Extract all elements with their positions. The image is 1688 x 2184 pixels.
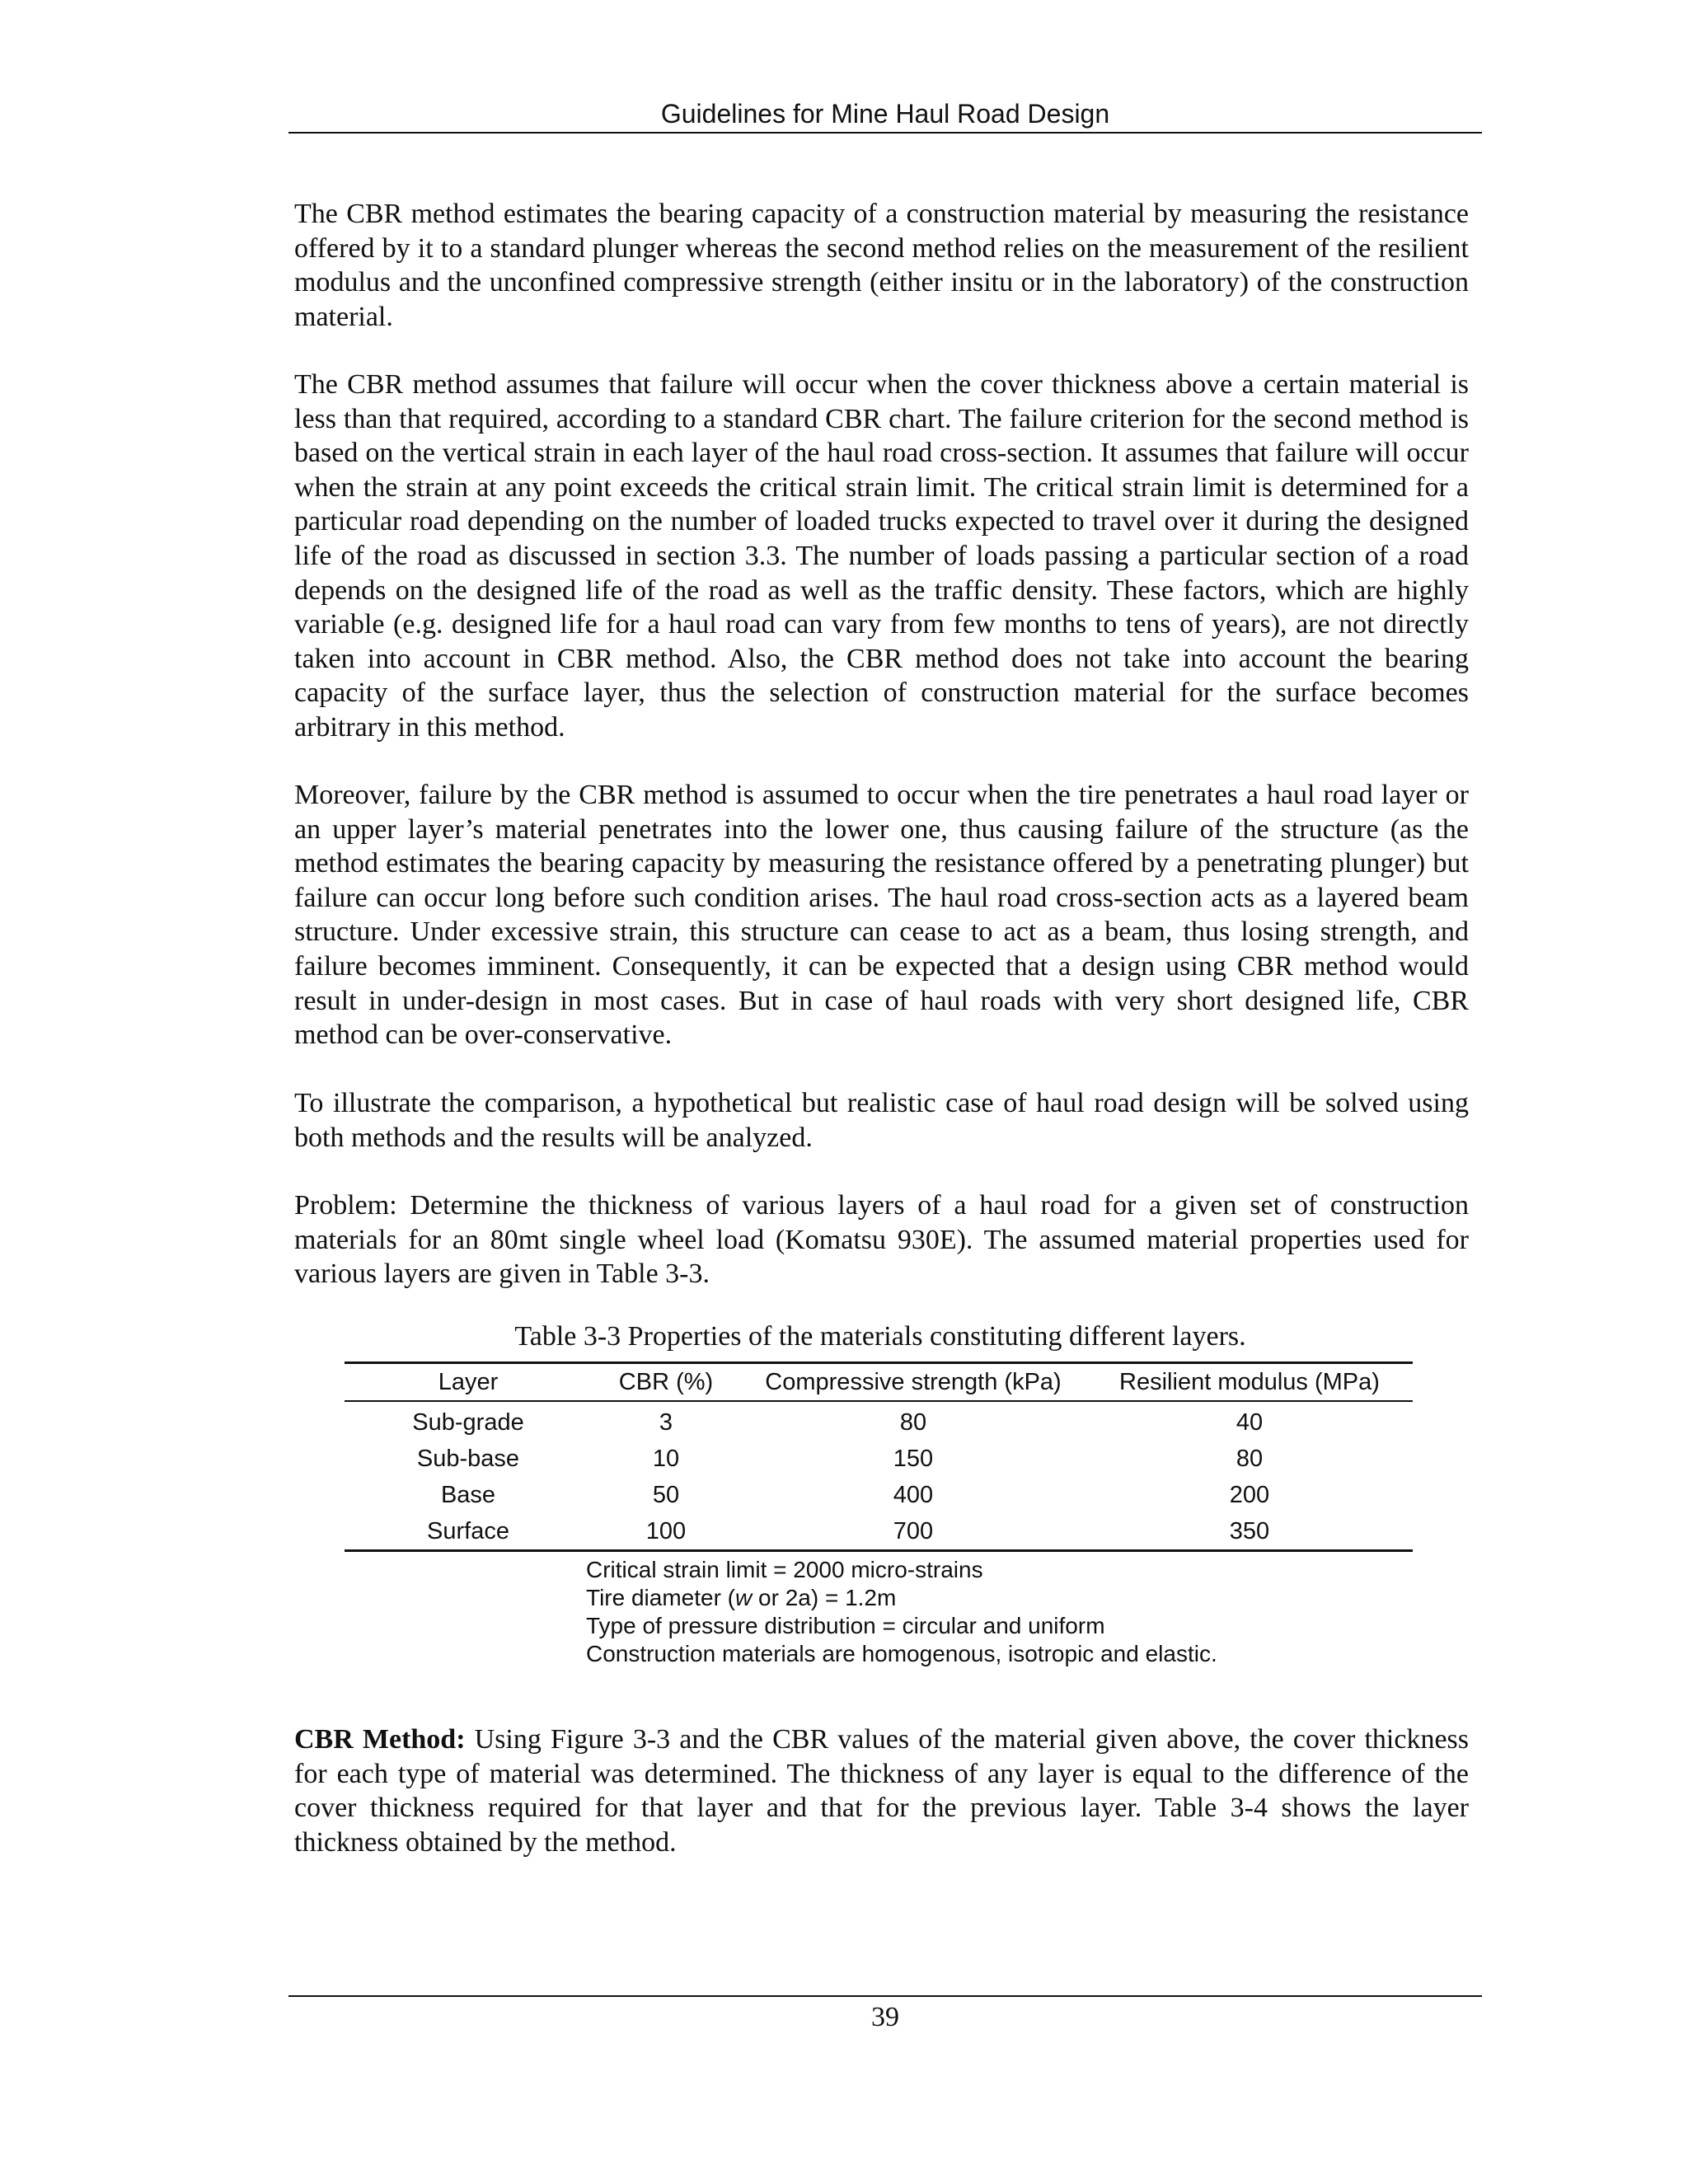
header-layer: Layer — [438, 1368, 499, 1395]
cell-cbr: 100 — [645, 1517, 687, 1544]
cbr-method-text: Using Figure 3-3 and the CBR values of the material given above, the cover thickness for each type of material was determined. The thickness of any layer is equal to the difference of the cover thickness required for that layer and that for the previous layer. Table 3-4 shows the layer thickness obtained by the method. — [294, 1724, 1469, 1858]
paragraph-failure-criteria: The CBR method assumes that failure will occur when the cover thickness above a certain material is less than that required, according to a standard CBR chart. The failure criterion for the second method is based on the vertical strain in each layer of the haul road cross-section. It assumes that failure will occur when the strain at any point exceeds the critical strain limit. The critical strain limit is determined for a particular road depending on the number of loaded trucks expected to travel over it during the designed life of the road as discussed in section 3.3. The number of loads passing a particular section of a road depends on the designed life of the road as well as the traffic density. These factors, which are highly variable (e.g. designed life for a haul road can vary from few months to tens of years), are not directly taken into account in CBR method. Also, the CBR method does not take into account the bearing capacity of the surface layer, thus the selection of construction material for the surface becomes arbitrary in this method. — [294, 369, 1469, 743]
page-number: 39 — [871, 2002, 899, 2032]
cell-resilient-modulus: 200 — [1229, 1481, 1270, 1508]
table-row — [345, 1401, 1413, 1441]
note-tire-diameter — [586, 1584, 1217, 1612]
header-compressive-strength: Compressive strength (kPa) — [765, 1368, 1062, 1395]
cell-resilient-modulus: 80 — [1236, 1445, 1264, 1472]
cell-resilient-modulus: 40 — [1236, 1408, 1264, 1436]
cell-layer: Sub-base — [416, 1445, 520, 1472]
header-cbr: CBR (%) — [618, 1368, 714, 1395]
cell-layer: Surface — [427, 1517, 509, 1544]
cell-layer: Sub-grade — [412, 1408, 524, 1436]
note-critical-strain: Critical strain limit = 2000 micro-strains — [586, 1557, 983, 1582]
cell-resilient-modulus: 350 — [1229, 1517, 1270, 1544]
paragraph-comparison-intro: To illustrate the comparison, a hypothetical but realistic case of haul road design will be solved using both methods and the results will be analyzed. — [294, 1088, 1469, 1153]
table-header-row — [345, 1363, 1413, 1402]
cell-layer: Base — [440, 1481, 496, 1508]
header-rule — [288, 132, 1482, 134]
note-tire-diameter-suffix: or 2a) = 1.2m — [752, 1585, 897, 1610]
running-header: Guidelines for Mine Haul Road Design — [660, 99, 1110, 129]
cell-compressive-strength: 80 — [899, 1408, 927, 1436]
paragraph-cbr-intro: The CBR method estimates the bearing capacity of a construction material by measuring the resistance offered by it to a standard plunger whereas the second method relies on the measurement of the resilient modulus and the unconfined compressive strength (either insitu or in the laboratory) of the construction material. — [294, 199, 1469, 332]
paragraph-cbr-method — [294, 1722, 1469, 1859]
cell-cbr: 10 — [652, 1445, 680, 1472]
paragraph-cbr-limitations: Moreover, failure by the CBR method is assumed to occur when the tire penetrates a haul road layer or an upper layer’s material penetrates into the lower one, thus causing failure of the structure (as the method estimates the bearing capacity by measuring the resistance offered by a penetrating plunger) but failure can occur long before such condition arises. The haul road cross-section acts as a layered beam structure. Under excessive strain, this structure can cease to act as a beam, thus losing strength, and failure becomes imminent. Consequently, it can be expected that a design using CBR method would result in under-design in most cases. But in case of haul roads with very short designed life, CBR method can be over-conservative. — [294, 780, 1469, 1051]
table-notes — [586, 1556, 1217, 1668]
table-row — [345, 1477, 1413, 1513]
cell-cbr: 50 — [652, 1481, 680, 1508]
header-resilient-modulus: Resilient modulus (MPa) — [1119, 1368, 1380, 1395]
cbr-method-heading: CBR Method: — [294, 1724, 466, 1755]
table-caption: Table 3-3 Properties of the materials constituting different layers. — [514, 1321, 1246, 1352]
note-tire-diameter-symbol: w — [735, 1585, 753, 1610]
material-properties-table — [345, 1361, 1413, 1552]
footer-rule — [288, 1995, 1482, 1997]
table-row — [345, 1441, 1413, 1477]
cell-cbr: 3 — [659, 1408, 673, 1436]
note-pressure-distribution: Type of pressure distribution = circular and uniform — [586, 1613, 1105, 1638]
cell-compressive-strength: 150 — [893, 1445, 934, 1472]
cell-compressive-strength: 700 — [893, 1517, 934, 1544]
cell-compressive-strength: 400 — [893, 1481, 934, 1508]
note-tire-diameter-prefix: Tire diameter ( — [586, 1585, 736, 1610]
table-row — [345, 1513, 1413, 1551]
note-materials: Construction materials are homogenous, isotropic and elastic. — [586, 1641, 1217, 1666]
paragraph-problem-statement: Problem: Determine the thickness of various layers of a haul road for a given set of construction materials for an 80mt single wheel load (Komatsu 930E). The assumed material properties used for various layers are given in Table 3-3. — [294, 1190, 1469, 1290]
